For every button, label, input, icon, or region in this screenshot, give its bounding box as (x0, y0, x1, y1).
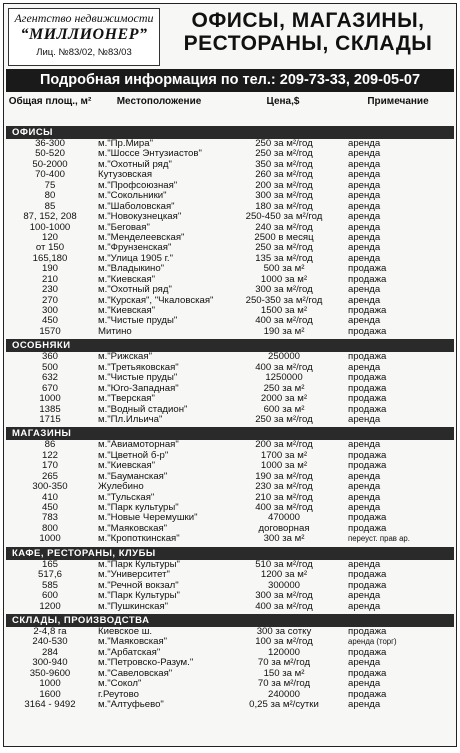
section-header: ОСОБНЯКИ (6, 339, 454, 352)
cell-area: 1000 (39, 534, 61, 545)
cell-area: 585 (41, 580, 58, 591)
cell-note: продажа (348, 352, 387, 363)
table-row (6, 275, 454, 285)
headline-line-2: РЕСТОРАНЫ, СКЛАДЫ (183, 32, 433, 55)
cell-area: 300-940 (32, 658, 68, 669)
cell-location: м."Парк Культуры" (98, 591, 180, 602)
table-row (6, 160, 454, 170)
cell-price: 250000 (267, 352, 300, 363)
cell-location: м."Юго-Западная" (98, 383, 179, 394)
cell-location: м."Водный стадион" (98, 404, 188, 415)
cell-area: 70-400 (35, 170, 65, 181)
cell-price: договорная (258, 523, 310, 534)
cell-note: продажа (348, 513, 387, 524)
cell-location: м."Киевская" (98, 274, 156, 285)
cell-area: 85 (44, 201, 56, 212)
cell-location: м."Фрунзенская" (98, 243, 172, 254)
table-row (6, 451, 454, 461)
cell-area: 50-520 (35, 149, 65, 160)
table-row (6, 493, 454, 503)
cell-note: аренда (348, 658, 381, 669)
cell-area: 87, 152, 208 (23, 212, 77, 223)
cell-area: 450 (41, 503, 58, 513)
cell-area: 100-1000 (29, 222, 71, 233)
table-row (6, 191, 454, 201)
cell-area: 783 (41, 513, 58, 524)
cell-price: 250 за м²/год (255, 139, 313, 149)
cell-price: 190 за м²/год (255, 471, 313, 482)
cell-location: м."Арбатская" (98, 647, 161, 658)
table-row (6, 285, 454, 295)
cell-location: м."Маяковская" (98, 637, 168, 648)
table-row (6, 482, 454, 492)
cell-location: м."Охотный ряд" (98, 285, 172, 296)
table-row (6, 679, 454, 689)
cell-price: 300 за м²/год (255, 191, 313, 202)
cell-price: 200 за м²/год (255, 440, 313, 451)
agency-logo-box (8, 8, 160, 66)
cell-area: 800 (41, 523, 58, 534)
section-header: МАГАЗИНЫ (6, 427, 454, 440)
cell-area: 300 (41, 306, 58, 316)
cell-area: 600 (41, 591, 58, 602)
section-header: КАФЕ, РЕСТОРАНЫ, КЛУБЫ (6, 547, 454, 560)
cell-area: 632 (41, 373, 58, 384)
cell-note: продажа (348, 264, 387, 275)
cell-location: Киевское ш. (98, 626, 153, 637)
cell-note: продажа (348, 689, 387, 700)
cell-price: 400 за м²/год (255, 362, 313, 373)
table-row (6, 394, 454, 404)
table-row (6, 591, 454, 601)
cell-price: 510 за м²/год (255, 559, 313, 570)
table-row (6, 560, 454, 570)
cell-location: м."Охотный ряд" (98, 159, 172, 170)
cell-location: м."Университет" (98, 570, 170, 581)
cell-price: 400 за м²/год (255, 316, 313, 327)
cell-location: м."Новые Черемушки" (98, 513, 198, 524)
cell-note: аренда (торг) (348, 637, 397, 647)
cell-price: 210 за м²/год (255, 492, 313, 503)
table-row (6, 352, 454, 362)
table-row (6, 306, 454, 316)
table-row (6, 581, 454, 591)
table-row (6, 254, 454, 264)
cell-location: м."Парк культуры" (98, 503, 179, 513)
cell-area: 2-4,8 га (33, 626, 67, 637)
cell-location: м."Чистые пруды" (98, 373, 178, 384)
cell-note: продажа (348, 274, 387, 285)
cell-area: от 150 (35, 243, 65, 254)
cell-note: продажа (348, 306, 387, 316)
cell-area: 230 (41, 285, 58, 296)
cell-note: продажа (348, 523, 387, 534)
cell-area: 75 (44, 180, 56, 191)
cell-location: м."Чистые пруды" (98, 316, 178, 327)
cell-location: м."Менделеевская" (98, 232, 185, 243)
cell-note: аренда (348, 471, 381, 482)
cell-note: аренда (348, 559, 381, 570)
cell-note: продажа (348, 326, 387, 337)
cell-area: 265 (41, 471, 58, 482)
cell-price: 250 за м² (263, 383, 305, 394)
cell-price: 135 за м²/год (255, 253, 313, 264)
cell-price: 70 за м²/год (257, 658, 311, 669)
cell-note: аренда (348, 180, 381, 191)
listings-table (6, 124, 454, 710)
cell-price: 300 за м²/год (255, 591, 313, 602)
cell-price: 400 за м²/год (255, 601, 313, 612)
cell-location: м."Бауманская" (98, 471, 168, 482)
cell-price: 150 за м² (263, 668, 305, 679)
cell-location: м."Парк Культуры" (98, 559, 180, 570)
table-row (6, 202, 454, 212)
table-row (6, 602, 454, 612)
cell-area: 3164 - 9492 (24, 700, 76, 710)
cell-area: 120 (41, 232, 58, 243)
cell-note: аренда (348, 414, 381, 425)
cell-price: 100 за м²/год (255, 637, 313, 648)
cell-location: м."Савеловская" (98, 668, 173, 679)
table-row (6, 296, 454, 306)
page-headline (164, 9, 452, 55)
cell-area: 1200 (39, 601, 61, 612)
cell-area: 165 (41, 559, 58, 570)
cell-price: 250 за м²/год (255, 149, 313, 160)
table-row (6, 669, 454, 679)
table-row (6, 384, 454, 394)
cell-area: 86 (44, 440, 56, 451)
cell-price: 1000 за м² (260, 461, 308, 472)
cell-price: 0,25 за м²/сутки (249, 700, 319, 710)
table-row (6, 524, 454, 534)
cell-price: 300000 (267, 580, 300, 591)
cell-area: 170 (41, 461, 58, 472)
cell-area: 270 (41, 295, 58, 306)
cell-price: 350 за м²/год (255, 159, 313, 170)
cell-note: аренда (348, 362, 381, 373)
cell-price: 260 за м²/год (255, 170, 313, 181)
cell-price: 1000 за м² (260, 274, 308, 285)
cell-location: м."Цветной б-р" (98, 450, 169, 461)
cell-location: м."Курская", "Чкаловская" (98, 295, 214, 306)
cell-price: 500 за м² (263, 264, 305, 275)
table-row (6, 700, 454, 710)
cell-location: м."Третьяковская" (98, 362, 179, 373)
table-row (6, 570, 454, 580)
agency-license: Лиц. №83/02, №83/03 (36, 47, 132, 58)
table-row (6, 373, 454, 383)
table-row (6, 170, 454, 180)
cell-area: 122 (41, 450, 58, 461)
table-row (6, 243, 454, 253)
cell-note: аренда (348, 285, 381, 296)
table-row (6, 627, 454, 637)
cell-area: 670 (41, 383, 58, 394)
cell-note: аренда (348, 191, 381, 202)
table-row (6, 440, 454, 450)
cell-price: 2000 за м² (260, 394, 308, 405)
cell-location: м."Тверская" (98, 394, 155, 405)
cell-price: 400 за м²/год (255, 503, 313, 513)
cell-area: 36-300 (35, 139, 65, 149)
cell-area: 284 (41, 647, 58, 658)
cell-location: г.Реутово (98, 689, 139, 700)
cell-note: аренда (348, 601, 381, 612)
cell-note: продажа (348, 404, 387, 415)
cell-area: 165,180 (32, 253, 68, 264)
cell-price: 240 за м²/год (255, 222, 313, 233)
cell-note: аренда (348, 243, 381, 254)
table-row (6, 316, 454, 326)
cell-note: аренда (348, 679, 381, 690)
cell-note: аренда (348, 591, 381, 602)
cell-price: 250 за м²/год (255, 243, 313, 254)
cell-price: 1500 за м² (260, 306, 308, 316)
table-row (6, 327, 454, 337)
table-row (6, 223, 454, 233)
cell-area: 350-9600 (29, 668, 71, 679)
cell-price: 70 за м²/год (257, 679, 311, 690)
cell-note: продажа (348, 647, 387, 658)
cell-location: Жулебино (98, 482, 144, 493)
table-row (6, 415, 454, 425)
cell-area: 1570 (39, 326, 61, 337)
cell-price: 190 за м² (263, 326, 305, 337)
cell-price: 600 за м² (263, 404, 305, 415)
cell-price: 1700 за м² (260, 450, 308, 461)
table-row (6, 212, 454, 222)
table-row (6, 658, 454, 668)
section-header: ОФИСЫ (6, 126, 454, 139)
cell-area: 450 (41, 316, 58, 327)
cell-price: 2500 в месяц (254, 232, 314, 243)
table-row (6, 139, 454, 149)
cell-location: м."Петровско-Разум." (98, 658, 194, 669)
cell-location: м."Беговая" (98, 222, 150, 233)
table-row (6, 513, 454, 523)
cell-note: аренда (348, 253, 381, 264)
agency-name: “МИЛЛИОНЕР” (20, 26, 148, 43)
cell-price: 1200 за м² (260, 570, 308, 581)
cell-location: м."Владыкино" (98, 264, 165, 275)
cell-area: 300-350 (32, 482, 68, 493)
column-header-note: Примечание (367, 96, 429, 107)
cell-area: 500 (41, 362, 58, 373)
cell-price: 300 за м²/год (255, 285, 313, 296)
cell-note: переуст. прав ар. (348, 534, 410, 544)
cell-price: 300 за м² (263, 534, 305, 545)
table-row (6, 534, 454, 544)
cell-location: Митино (98, 326, 132, 337)
cell-area: 190 (41, 264, 58, 275)
cell-area: 1385 (39, 404, 61, 415)
cell-note: аренда (348, 316, 381, 327)
cell-note: продажа (348, 373, 387, 384)
cell-area: 1000 (39, 679, 61, 690)
cell-note: продажа (348, 383, 387, 394)
cell-location: м."Улица 1905 г." (98, 253, 173, 264)
cell-note: продажа (348, 580, 387, 591)
cell-area: 360 (41, 352, 58, 363)
cell-note: аренда (348, 159, 381, 170)
cell-location: м."Тульская" (98, 492, 155, 503)
cell-area: 1000 (39, 394, 61, 405)
cell-location: м."Маяковская" (98, 523, 168, 534)
cell-location: м."Новокузнецкая" (98, 212, 182, 223)
table-row (6, 181, 454, 191)
cell-note: аренда (348, 201, 381, 212)
cell-note: аренда (348, 232, 381, 243)
table-row (6, 472, 454, 482)
cell-note: аренда (348, 440, 381, 451)
table-row (6, 648, 454, 658)
headline-line-1: ОФИСЫ, МАГАЗИНЫ, (191, 9, 425, 32)
table-row (6, 363, 454, 373)
table-row (6, 405, 454, 415)
cell-price: 470000 (267, 513, 300, 524)
cell-note: продажа (348, 626, 387, 637)
cell-note: продажа (348, 570, 387, 581)
column-header-area: Общая площ., м² (8, 96, 92, 107)
cell-location: м."Пушкинская" (98, 601, 169, 612)
table-row (6, 461, 454, 471)
cell-area: 1715 (39, 414, 61, 425)
cell-area: 240-530 (32, 637, 68, 648)
cell-area: 410 (41, 492, 58, 503)
cell-note: аренда (348, 222, 381, 233)
cell-location: м."Профсоюзная" (98, 180, 178, 191)
table-row (6, 690, 454, 700)
cell-area: 50-2000 (32, 159, 68, 170)
cell-price: 120000 (267, 647, 300, 658)
cell-area: 210 (41, 274, 58, 285)
column-header-location: Местоположение (116, 96, 202, 107)
cell-area: 1600 (39, 689, 61, 700)
cell-note: продажа (348, 450, 387, 461)
cell-location: м."Киевская" (98, 306, 156, 316)
cell-price: 300 за сотку (256, 626, 312, 637)
cell-location: м."Кропоткинская" (98, 534, 180, 545)
cell-area: 517,6 (37, 570, 62, 581)
cell-note: аренда (348, 503, 381, 513)
cell-location: м."Шаболовская" (98, 201, 175, 212)
cell-note: аренда (348, 212, 381, 223)
cell-location: м."Алтуфьево" (98, 700, 164, 710)
cell-location: м."Киевская" (98, 461, 156, 472)
cell-area: 80 (44, 191, 56, 202)
table-row (6, 637, 454, 647)
cell-price: 230 за м²/год (255, 482, 313, 493)
cell-location: м."Рижская" (98, 352, 152, 363)
cell-location: Кутузовская (98, 170, 153, 181)
cell-price: 250-350 за м²/год (245, 295, 323, 306)
cell-location: м."Речной вокзал" (98, 580, 179, 591)
cell-note: аренда (348, 170, 381, 181)
cell-note: аренда (348, 482, 381, 493)
cell-price: 180 за м²/год (255, 201, 313, 212)
cell-note: продажа (348, 668, 387, 679)
cell-price: 200 за м²/год (255, 180, 313, 191)
cell-note: продажа (348, 461, 387, 472)
cell-note: аренда (348, 295, 381, 306)
cell-note: продажа (348, 394, 387, 405)
cell-price: 250-450 за м²/год (245, 212, 323, 223)
cell-note: аренда (348, 149, 381, 160)
cell-price: 1250000 (265, 373, 303, 384)
table-row (6, 233, 454, 243)
cell-location: м."Пл.Ильича" (98, 414, 163, 425)
cell-price: 250 за м²/год (255, 414, 313, 425)
cell-note: аренда (348, 139, 381, 149)
cell-location: м."Сокольники" (98, 191, 167, 202)
table-row (6, 503, 454, 513)
table-row (6, 149, 454, 159)
section-header: СКЛАДЫ, ПРОИЗВОДСТВА (6, 614, 454, 627)
cell-note: аренда (348, 492, 381, 503)
listing-page (3, 3, 457, 747)
column-header-price: Цена,$ (266, 96, 300, 107)
cell-price: 240000 (267, 689, 300, 700)
cell-location: м."Пр.Мира" (98, 139, 153, 149)
cell-location: м."Шоссе Энтузиастов" (98, 149, 202, 160)
agency-type: Агентство недвижимости (14, 11, 154, 25)
cell-location: м."Сокол" (98, 679, 142, 690)
cell-note: аренда (348, 700, 381, 710)
table-row (6, 264, 454, 274)
phone-banner: Подробная информация по тел.: 209-73-33, 209-05-07 (6, 69, 454, 92)
cell-location: м."Авиамоторная" (98, 440, 179, 451)
